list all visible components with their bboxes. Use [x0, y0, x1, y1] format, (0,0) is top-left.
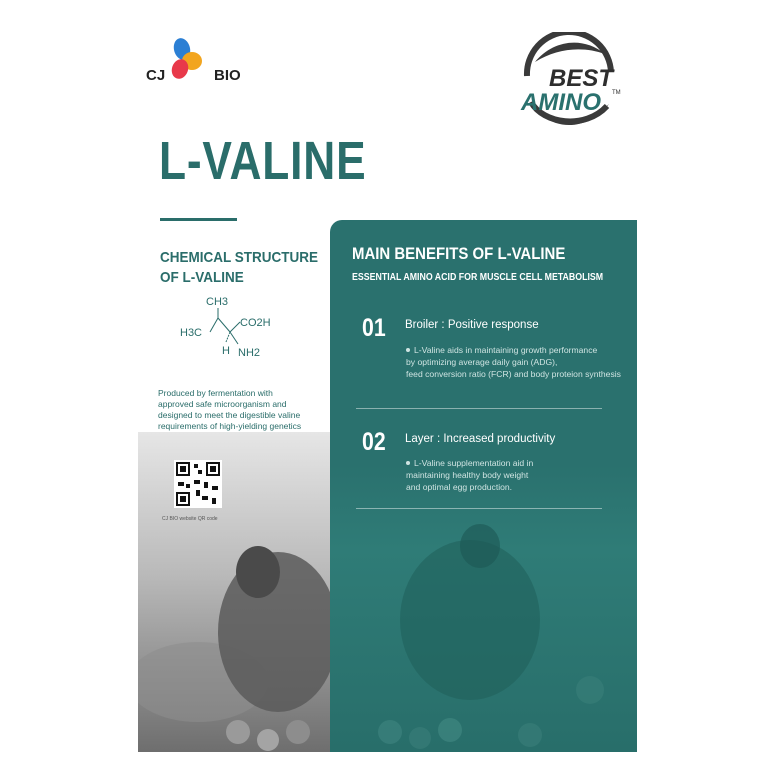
- cj-logo-text: CJ: [146, 67, 166, 84]
- formula-h: H: [222, 345, 230, 357]
- cj-bio-logo: [146, 36, 246, 84]
- production-line: approved safe microorganism and: [158, 399, 287, 409]
- page-title: L-VALINE: [159, 131, 367, 191]
- benefit-divider: [356, 408, 602, 409]
- benefit-line: and optimal egg production.: [406, 482, 513, 492]
- cj-petals-icon: [163, 36, 209, 80]
- qr-caption: CJ BIO website QR code: [162, 516, 218, 522]
- bullet-icon: [406, 461, 410, 465]
- benefits-panel: [330, 220, 637, 752]
- title-underline: [160, 218, 237, 221]
- production-line: requirements of high-yielding genetics: [158, 421, 302, 431]
- formula-nh2: NH2: [238, 347, 261, 359]
- production-line: Produced by fermentation with: [158, 388, 273, 398]
- chemical-heading-line1: CHEMICAL STRUCTURE: [160, 249, 319, 266]
- benefit-line: feed conversion ratio (FCR) and body proteion synthesis: [406, 369, 621, 379]
- benefit-text: [406, 344, 621, 380]
- bullet-icon: [406, 348, 410, 352]
- best-amino-logo: [513, 32, 625, 132]
- formula-h3c: H3C: [180, 327, 203, 339]
- benefits-title: MAIN BENEFITS OF L-VALINE: [352, 244, 566, 263]
- benefit-line: by optimizing average daily gain (ADG),: [406, 357, 558, 367]
- benefit-heading: Broiler : Positive response: [405, 319, 539, 331]
- benefit-heading: Layer : Increased productivity: [405, 433, 556, 445]
- chemical-heading-line2: OF L-VALINE: [160, 269, 244, 286]
- valine-structure-diagram: [176, 296, 286, 362]
- benefit-line: L-Valine supplementation aid in: [414, 458, 534, 468]
- brochure-page: [138, 22, 637, 752]
- production-description: [158, 388, 318, 432]
- qr-code[interactable]: [174, 460, 222, 508]
- production-line: designed to meet the digestible valine: [158, 410, 301, 420]
- benefit-divider: [356, 508, 602, 509]
- chemical-structure-heading: [160, 248, 318, 288]
- trademark-mark: TM: [612, 90, 621, 96]
- benefit-line: maintaining healthy body weight: [406, 470, 529, 480]
- benefit-text: [406, 457, 533, 493]
- formula-co2h: CO2H: [240, 317, 271, 329]
- bio-logo-text: BIO: [214, 67, 241, 84]
- panel-photo-overlay: [330, 510, 637, 752]
- benefit-number: 01: [362, 314, 386, 342]
- formula-ch3-top: CH3: [206, 296, 229, 308]
- best-logo-line1: BEST: [549, 65, 614, 92]
- benefits-subtitle: ESSENTIAL AMINO ACID FOR MUSCLE CELL METABOLISM: [352, 272, 604, 283]
- benefit-line: L-Valine aids in maintaining growth performance: [414, 345, 598, 355]
- benefit-number: 02: [362, 428, 386, 456]
- best-logo-line2: AMINO: [521, 89, 601, 116]
